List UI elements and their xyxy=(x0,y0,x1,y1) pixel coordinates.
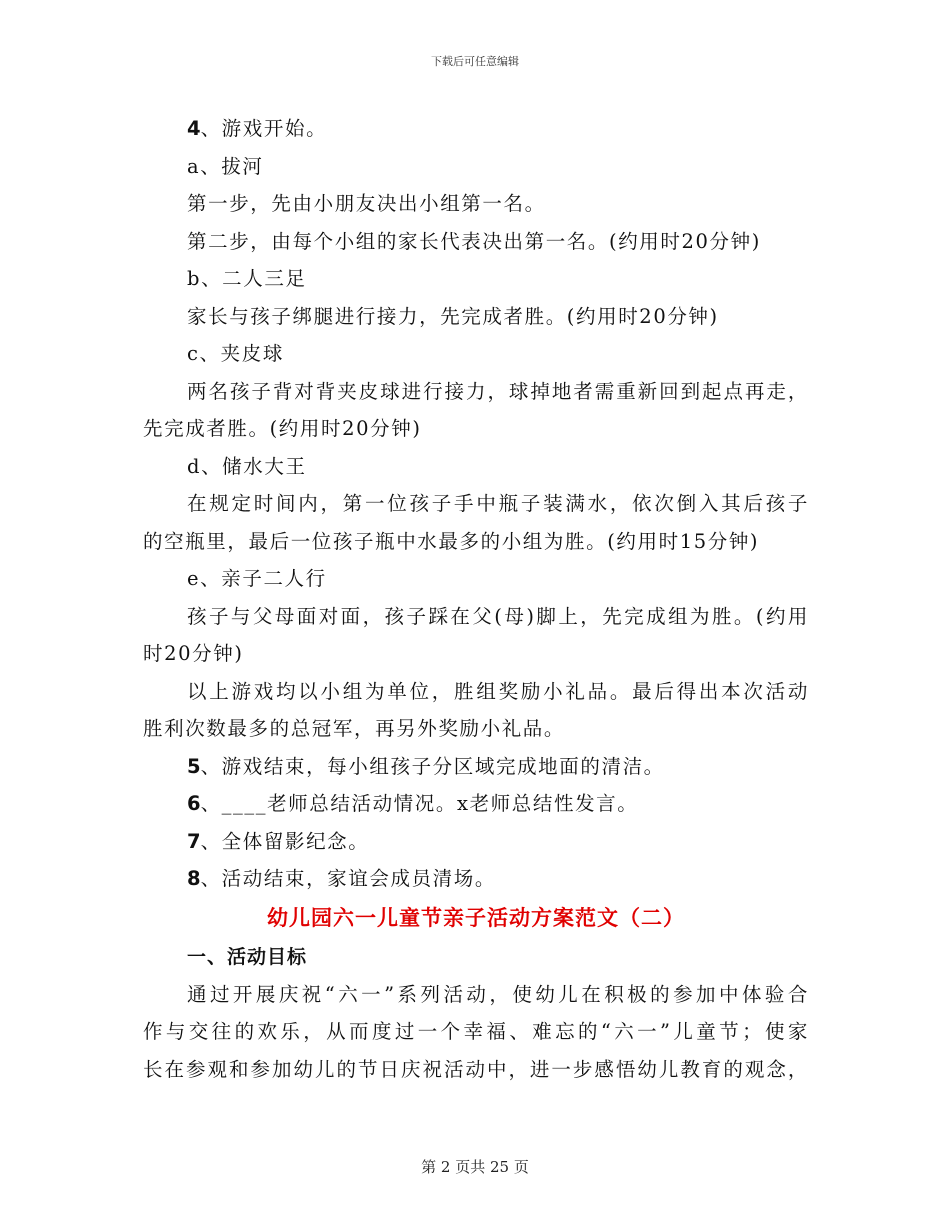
list-number: 8 xyxy=(187,867,201,890)
sub-item-b: b、二人三足 xyxy=(187,267,307,290)
text-line: 以上游戏均以小组为单位，胜组奖励小礼品。最后得出本次活动 xyxy=(187,679,809,703)
list-item-8 xyxy=(143,860,809,898)
list-item-7 xyxy=(143,823,809,861)
header-note: 下载后可任意编辑 xyxy=(431,55,519,68)
text-line: 家长与孩子绑腿进行接力，先完成者胜。(约用时20分钟) xyxy=(187,304,719,328)
text-line: 孩子与父母面对面，孩子踩在父(母)脚上，先完成组为胜。(约用 xyxy=(187,604,809,628)
text-line: 第一步，先由小朋友决出小组第一名。 xyxy=(187,192,546,215)
text-line: 的空瓶里，最后一位孩子瓶中水最多的小组为胜。(约用时15分钟) xyxy=(143,529,760,553)
list-number: 5 xyxy=(187,754,201,778)
text-line: 胜利次数最多的总冠军，再另外奖励小礼品。 xyxy=(143,717,566,740)
list-text: 、游戏开始。 xyxy=(200,117,328,140)
paragraph-line: 作与交往的欢乐，从而度过一个幸福、难忘的“六一”儿童节；使家 xyxy=(143,1020,809,1043)
list-number: 6 xyxy=(187,792,201,815)
page-footer: 第 2 页共 25 页 xyxy=(421,1158,529,1176)
list-item-5 xyxy=(143,748,809,786)
text-line: 第二步，由每个小组的家长代表决出第一名。(约用时20分钟) xyxy=(187,229,761,253)
list-number: 4 xyxy=(187,117,201,140)
text-line: 时20分钟) xyxy=(143,642,244,665)
list-text: 、游戏结束，每小组孩子分区域完成地面的清洁。 xyxy=(200,754,665,778)
paragraph-line: 通过开展庆祝“六一”系列活动，使幼儿在积极的参加中体验合 xyxy=(187,982,809,1006)
heading-activity-goals: 一、活动目标 xyxy=(187,945,308,968)
sub-item-a: a、拔河 xyxy=(187,154,264,178)
sub-item-c: c、夹皮球 xyxy=(187,342,284,365)
sub-item-e: e、亲子二人行 xyxy=(187,567,327,590)
paragraph-line: 长在参观和参加幼儿的节日庆祝活动中，进一步感悟幼儿教育的观念， xyxy=(143,1057,809,1081)
document-body xyxy=(143,110,809,1088)
text-line: 在规定时间内，第一位孩子手中瓶子装满水，依次倒入其后孩子 xyxy=(187,492,809,515)
text-line: 先完成者胜。(约用时20分钟) xyxy=(143,417,422,440)
list-text: 、____老师总结活动情况。x老师总结性发言。 xyxy=(200,792,639,815)
section-title: 幼儿园六一儿童节亲子活动方案范文（二） xyxy=(267,905,685,930)
text-line: 两名孩子背对背夹皮球进行接力，球掉地者需重新回到起点再走， xyxy=(187,379,809,403)
list-item-6 xyxy=(143,785,809,823)
list-number: 7 xyxy=(187,829,201,853)
list-item-4 xyxy=(143,110,809,148)
list-text: 、全体留影纪念。 xyxy=(200,829,370,853)
list-text: 、活动结束，家谊会成员清场。 xyxy=(200,867,496,890)
sub-item-d: d、储水大王 xyxy=(187,454,307,478)
